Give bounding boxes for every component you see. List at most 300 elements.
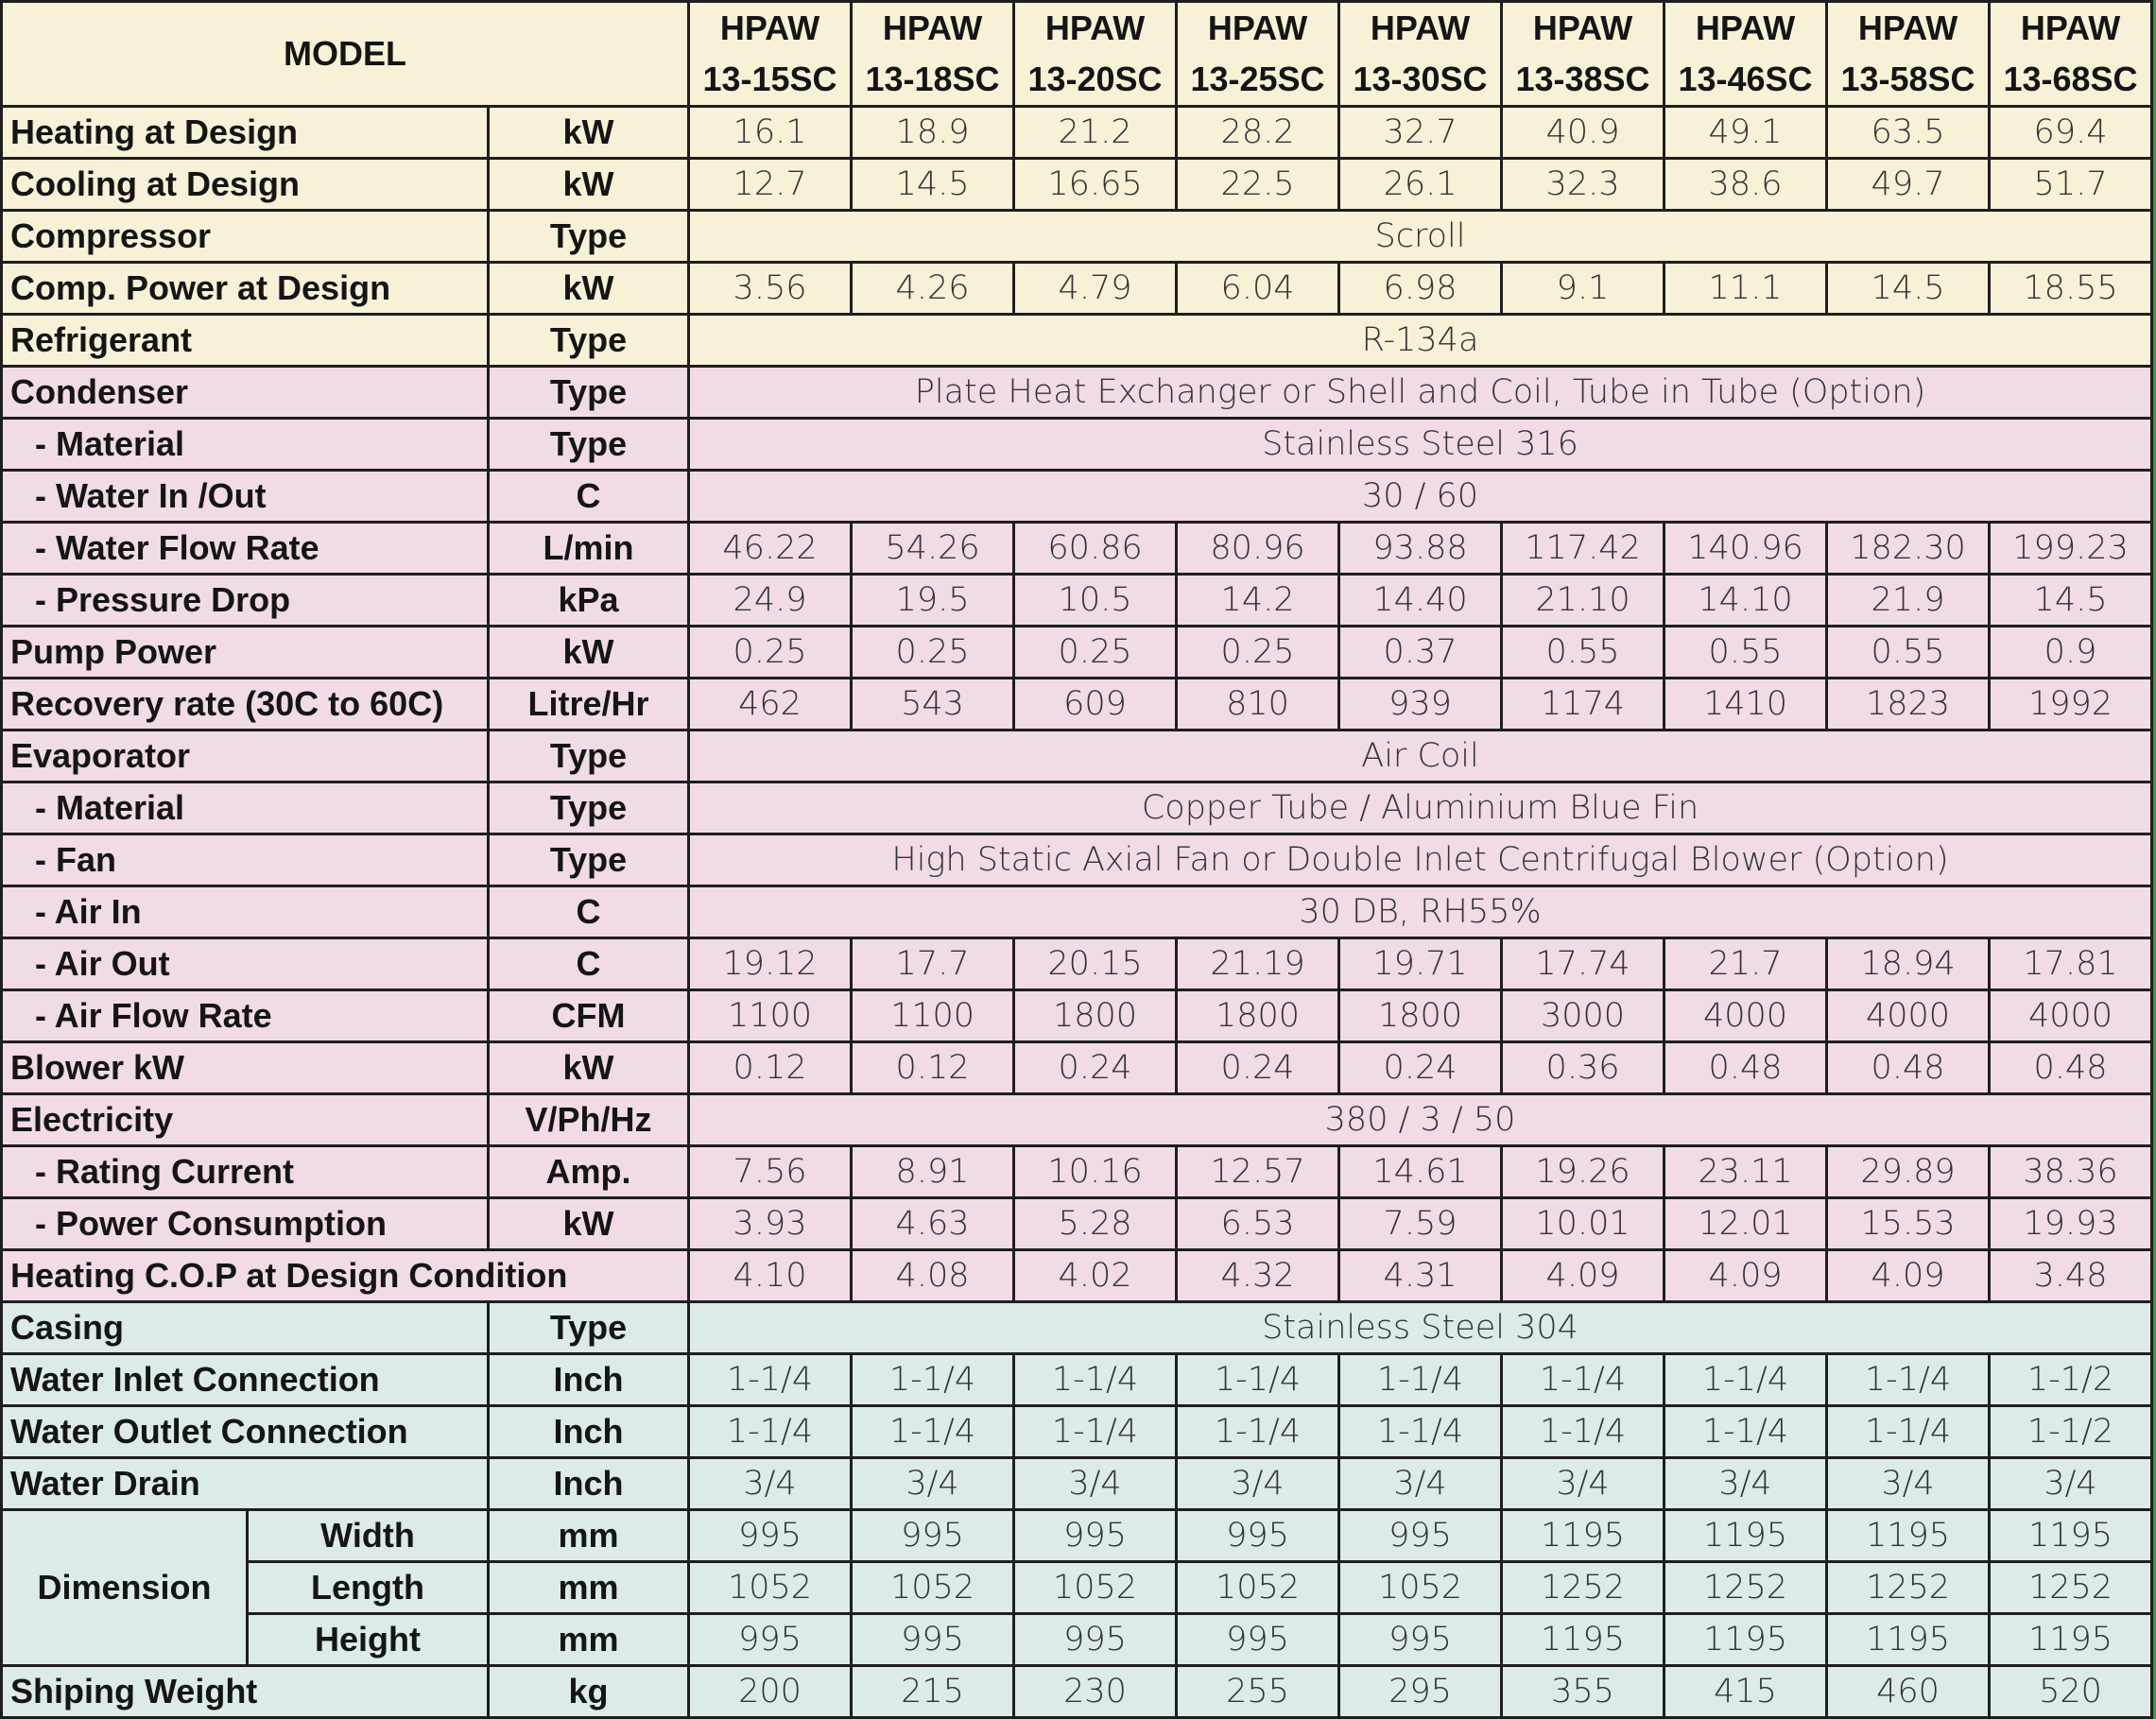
value-cell: 0.12	[689, 1042, 852, 1094]
value-cell: 1-1/4	[1339, 1406, 1502, 1458]
value-cell: 1-1/4	[852, 1406, 1014, 1458]
row-label: Refrigerant	[2, 315, 489, 367]
value-cell: 1-1/4	[689, 1406, 852, 1458]
value-cell: 1252	[1990, 1562, 2152, 1614]
value-cell: 1992	[1990, 679, 2152, 731]
row-unit: kW	[489, 1042, 689, 1094]
spec-row	[2, 1406, 2152, 1458]
row-unit: Amp.	[489, 1146, 689, 1198]
spec-row	[2, 1146, 2152, 1198]
value-cell: 3.56	[689, 263, 852, 315]
value-cell: 1052	[852, 1562, 1014, 1614]
value-cell: 32.3	[1502, 159, 1664, 211]
model-prefix: HPAW	[2020, 9, 2121, 47]
row-label: - Pressure Drop	[2, 575, 489, 627]
spec-row	[2, 1458, 2152, 1510]
value-cell: 3/4	[852, 1458, 1014, 1510]
value-cell: 16.1	[689, 107, 852, 159]
value-cell: 4.09	[1827, 1250, 1990, 1302]
value-cell: 32.7	[1339, 107, 1502, 159]
value-cell: 3/4	[1502, 1458, 1664, 1510]
model-header	[1339, 2, 1502, 107]
row-unit: C	[489, 471, 689, 523]
row-label: Water Outlet Connection	[2, 1406, 489, 1458]
value-cell: 1-1/4	[689, 1354, 852, 1406]
value-cell: 1-1/4	[1177, 1406, 1339, 1458]
value-cell: 17.81	[1990, 938, 2152, 990]
spec-row	[2, 679, 2152, 731]
value-cell: 1410	[1664, 679, 1827, 731]
spec-row	[2, 1198, 2152, 1250]
value-cell: 3/4	[1990, 1458, 2152, 1510]
value-cell: 1-1/4	[1502, 1406, 1664, 1458]
value-cell: 23.11	[1664, 1146, 1827, 1198]
spec-row	[2, 419, 2152, 471]
value-cell: 93.88	[1339, 523, 1502, 575]
row-unit: Type	[489, 211, 689, 263]
row-label: - Air Out	[2, 938, 489, 990]
spanned-value: Air Coil	[689, 731, 2152, 782]
spec-row	[2, 1302, 2152, 1354]
value-cell: 939	[1339, 679, 1502, 731]
row-label: Shiping Weight	[2, 1666, 489, 1718]
row-label: - Fan	[2, 834, 489, 886]
row-unit: mm	[489, 1562, 689, 1614]
model-code: 13-30SC	[1353, 60, 1488, 98]
row-unit: kW	[489, 263, 689, 315]
value-cell: 28.2	[1177, 107, 1339, 159]
value-cell: 6.53	[1177, 1198, 1339, 1250]
row-label: - Material	[2, 782, 489, 834]
value-cell: 17.7	[852, 938, 1014, 990]
value-cell: 1252	[1827, 1562, 1990, 1614]
row-label: - Water In /Out	[2, 471, 489, 523]
value-cell: 4.32	[1177, 1250, 1339, 1302]
spec-row	[2, 1042, 2152, 1094]
value-cell: 17.74	[1502, 938, 1664, 990]
spec-row	[2, 990, 2152, 1042]
row-label: - Air Flow Rate	[2, 990, 489, 1042]
value-cell: 19.5	[852, 575, 1014, 627]
value-cell: 230	[1014, 1666, 1177, 1718]
dimension-sub-label: Length	[248, 1562, 489, 1614]
model-prefix: HPAW	[1370, 9, 1471, 47]
value-cell: 0.48	[1664, 1042, 1827, 1094]
value-cell: 199.23	[1990, 523, 2152, 575]
spec-row	[2, 938, 2152, 990]
value-cell: 4.08	[852, 1250, 1014, 1302]
model-prefix: HPAW	[1044, 9, 1146, 47]
value-cell: 19.12	[689, 938, 852, 990]
value-cell: 0.25	[1014, 627, 1177, 679]
row-label: Casing	[2, 1302, 489, 1354]
row-label: Blower kW	[2, 1042, 489, 1094]
dimension-row	[2, 1562, 2152, 1614]
value-cell: 10.16	[1014, 1146, 1177, 1198]
value-cell: 3/4	[1177, 1458, 1339, 1510]
value-cell: 19.26	[1502, 1146, 1664, 1198]
value-cell: 0.48	[1827, 1042, 1990, 1094]
value-cell: 38.6	[1664, 159, 1827, 211]
row-label: - Rating Current	[2, 1146, 489, 1198]
row-label: - Power Consumption	[2, 1198, 489, 1250]
spec-row	[2, 367, 2152, 419]
model-label: MODEL	[2, 2, 689, 107]
value-cell: 10.01	[1502, 1198, 1664, 1250]
model-header	[689, 2, 852, 107]
row-unit: Type	[489, 1302, 689, 1354]
spec-row	[2, 1094, 2152, 1146]
row-label: Condenser	[2, 367, 489, 419]
value-cell: 1100	[689, 990, 852, 1042]
value-cell: 1195	[1990, 1510, 2152, 1562]
row-label: - Material	[2, 419, 489, 471]
model-code: 13-18SC	[865, 60, 1000, 98]
row-label: Heating at Design	[2, 107, 489, 159]
value-cell: 20.15	[1014, 938, 1177, 990]
value-cell: 1-1/4	[1339, 1354, 1502, 1406]
value-cell: 995	[1014, 1614, 1177, 1666]
dimension-sub-label: Height	[248, 1614, 489, 1666]
model-prefix: HPAW	[1695, 9, 1796, 47]
value-cell: 1-1/4	[1014, 1354, 1177, 1406]
spec-row	[2, 886, 2152, 938]
value-cell: 3/4	[1339, 1458, 1502, 1510]
value-cell: 49.1	[1664, 107, 1827, 159]
value-cell: 1-1/2	[1990, 1354, 2152, 1406]
value-cell: 995	[852, 1614, 1014, 1666]
value-cell: 14.10	[1664, 575, 1827, 627]
value-cell: 3/4	[689, 1458, 852, 1510]
model-code: 13-68SC	[2003, 60, 2138, 98]
value-cell: 11.1	[1664, 263, 1827, 315]
model-code: 13-38SC	[1515, 60, 1650, 98]
value-cell: 995	[689, 1614, 852, 1666]
value-cell: 0.9	[1990, 627, 2152, 679]
value-cell: 255	[1177, 1666, 1339, 1718]
value-cell: 15.53	[1827, 1198, 1990, 1250]
value-cell: 0.24	[1014, 1042, 1177, 1094]
value-cell: 520	[1990, 1666, 2152, 1718]
header-row	[2, 2, 2152, 107]
row-label: Recovery rate (30C to 60C)	[2, 679, 489, 731]
value-cell: 995	[689, 1510, 852, 1562]
value-cell: 0.55	[1827, 627, 1990, 679]
value-cell: 4.02	[1014, 1250, 1177, 1302]
value-cell: 8.91	[852, 1146, 1014, 1198]
row-unit: Litre/Hr	[489, 679, 689, 731]
spec-row	[2, 1250, 2152, 1302]
value-cell: 4.63	[852, 1198, 1014, 1250]
value-cell: 14.5	[852, 159, 1014, 211]
value-cell: 63.5	[1827, 107, 1990, 159]
dimension-row	[2, 1510, 2152, 1562]
value-cell: 0.25	[1177, 627, 1339, 679]
value-cell: 1-1/4	[1827, 1406, 1990, 1458]
value-cell: 1052	[1177, 1562, 1339, 1614]
row-unit: kW	[489, 627, 689, 679]
value-cell: 1-1/4	[1664, 1354, 1827, 1406]
row-label: Heating C.O.P at Design Condition	[2, 1250, 689, 1302]
value-cell: 182.30	[1827, 523, 1990, 575]
model-header	[1827, 2, 1990, 107]
value-cell: 810	[1177, 679, 1339, 731]
value-cell: 0.24	[1339, 1042, 1502, 1094]
model-code: 13-25SC	[1190, 60, 1325, 98]
value-cell: 0.55	[1502, 627, 1664, 679]
value-cell: 3/4	[1664, 1458, 1827, 1510]
model-prefix: HPAW	[1532, 9, 1633, 47]
row-label: Pump Power	[2, 627, 489, 679]
row-unit: kW	[489, 1198, 689, 1250]
value-cell: 4.10	[689, 1250, 852, 1302]
value-cell: 51.7	[1990, 159, 2152, 211]
model-prefix: HPAW	[882, 9, 983, 47]
spec-row	[2, 782, 2152, 834]
value-cell: 0.48	[1990, 1042, 2152, 1094]
row-unit: kW	[489, 107, 689, 159]
value-cell: 3.93	[689, 1198, 852, 1250]
spanned-value: Stainless Steel 304	[689, 1302, 2152, 1354]
value-cell: 4.09	[1664, 1250, 1827, 1302]
model-header	[1664, 2, 1827, 107]
value-cell: 1052	[1014, 1562, 1177, 1614]
model-prefix: HPAW	[719, 9, 820, 47]
value-cell: 1252	[1664, 1562, 1827, 1614]
value-cell: 1-1/4	[1502, 1354, 1664, 1406]
value-cell: 18.55	[1990, 263, 2152, 315]
value-cell: 3000	[1502, 990, 1664, 1042]
value-cell: 24.9	[689, 575, 852, 627]
value-cell: 1-1/4	[1664, 1406, 1827, 1458]
value-cell: 4.09	[1502, 1250, 1664, 1302]
spec-row	[2, 575, 2152, 627]
value-cell: 1-1/4	[1177, 1354, 1339, 1406]
row-label: Comp. Power at Design	[2, 263, 489, 315]
value-cell: 21.9	[1827, 575, 1990, 627]
value-cell: 49.7	[1827, 159, 1990, 211]
row-unit: Type	[489, 419, 689, 471]
value-cell: 0.55	[1664, 627, 1827, 679]
value-cell: 0.12	[852, 1042, 1014, 1094]
spanned-value: High Static Axial Fan or Double Inlet Centrifugal Blower (Option)	[689, 834, 2152, 886]
value-cell: 60.86	[1014, 523, 1177, 575]
value-cell: 54.26	[852, 523, 1014, 575]
spanned-value: Scroll	[689, 211, 2152, 263]
row-label: - Air In	[2, 886, 489, 938]
row-unit: CFM	[489, 990, 689, 1042]
value-cell: 14.40	[1339, 575, 1502, 627]
row-unit: C	[489, 938, 689, 990]
value-cell: 415	[1664, 1666, 1827, 1718]
spec-row	[2, 731, 2152, 782]
value-cell: 4.79	[1014, 263, 1177, 315]
value-cell: 995	[1014, 1510, 1177, 1562]
value-cell: 609	[1014, 679, 1177, 731]
value-cell: 295	[1339, 1666, 1502, 1718]
value-cell: 12.57	[1177, 1146, 1339, 1198]
value-cell: 1195	[1827, 1510, 1990, 1562]
row-unit: kg	[489, 1666, 689, 1718]
row-unit: Inch	[489, 1354, 689, 1406]
spec-row	[2, 627, 2152, 679]
value-cell: 22.5	[1177, 159, 1339, 211]
value-cell: 215	[852, 1666, 1014, 1718]
value-cell: 1052	[689, 1562, 852, 1614]
value-cell: 38.36	[1990, 1146, 2152, 1198]
model-code: 13-20SC	[1027, 60, 1163, 98]
row-unit: Type	[489, 731, 689, 782]
value-cell: 1-1/4	[1827, 1354, 1990, 1406]
value-cell: 1800	[1339, 990, 1502, 1042]
dimension-sub-label: Width	[248, 1510, 489, 1562]
row-unit: Type	[489, 367, 689, 419]
value-cell: 46.22	[689, 523, 852, 575]
value-cell: 14.5	[1990, 575, 2152, 627]
value-cell: 7.56	[689, 1146, 852, 1198]
value-cell: 995	[1177, 1510, 1339, 1562]
value-cell: 1800	[1177, 990, 1339, 1042]
spanned-value: 380 / 3 / 50	[689, 1094, 2152, 1146]
value-cell: 19.71	[1339, 938, 1502, 990]
value-cell: 4000	[1827, 990, 1990, 1042]
value-cell: 69.4	[1990, 107, 2152, 159]
row-unit: Type	[489, 782, 689, 834]
row-unit: Type	[489, 315, 689, 367]
weight-row	[2, 1666, 2152, 1718]
row-unit: L/min	[489, 523, 689, 575]
value-cell: 1195	[1664, 1510, 1827, 1562]
value-cell: 14.61	[1339, 1146, 1502, 1198]
spanned-value: Copper Tube / Aluminium Blue Fin	[689, 782, 2152, 834]
row-unit: Inch	[489, 1406, 689, 1458]
value-cell: 80.96	[1177, 523, 1339, 575]
value-cell: 26.1	[1339, 159, 1502, 211]
model-prefix: HPAW	[1857, 9, 1958, 47]
value-cell: 0.25	[852, 627, 1014, 679]
value-cell: 7.59	[1339, 1198, 1502, 1250]
spec-row	[2, 834, 2152, 886]
value-cell: 6.98	[1339, 263, 1502, 315]
value-cell: 1800	[1014, 990, 1177, 1042]
value-cell: 1-1/4	[852, 1354, 1014, 1406]
spec-row	[2, 1354, 2152, 1406]
value-cell: 0.36	[1502, 1042, 1664, 1094]
spec-row	[2, 315, 2152, 367]
value-cell: 1052	[1339, 1562, 1502, 1614]
spanned-value: R-134a	[689, 315, 2152, 367]
value-cell: 21.2	[1014, 107, 1177, 159]
value-cell: 40.9	[1502, 107, 1664, 159]
value-cell: 462	[689, 679, 852, 731]
model-header	[1990, 2, 2152, 107]
value-cell: 995	[1339, 1614, 1502, 1666]
model-header	[1014, 2, 1177, 107]
model-code: 13-58SC	[1840, 60, 1975, 98]
value-cell: 1823	[1827, 679, 1990, 731]
value-cell: 16.65	[1014, 159, 1177, 211]
value-cell: 18.9	[852, 107, 1014, 159]
dimension-label: Dimension	[2, 1510, 248, 1666]
value-cell: 117.42	[1502, 523, 1664, 575]
model-code: 13-15SC	[702, 60, 837, 98]
value-cell: 1195	[1827, 1614, 1990, 1666]
row-unit: Inch	[489, 1458, 689, 1510]
spanned-value: 30 DB, RH55%	[689, 886, 2152, 938]
value-cell: 3/4	[1014, 1458, 1177, 1510]
value-cell: 21.10	[1502, 575, 1664, 627]
value-cell: 9.1	[1502, 263, 1664, 315]
value-cell: 14.2	[1177, 575, 1339, 627]
value-cell: 995	[1177, 1614, 1339, 1666]
row-label: Compressor	[2, 211, 489, 263]
spanned-value: 30 / 60	[689, 471, 2152, 523]
value-cell: 140.96	[1664, 523, 1827, 575]
row-unit: V/Ph/Hz	[489, 1094, 689, 1146]
spec-row	[2, 471, 2152, 523]
value-cell: 1195	[1502, 1614, 1664, 1666]
row-label: Water Inlet Connection	[2, 1354, 489, 1406]
value-cell: 4000	[1990, 990, 2152, 1042]
value-cell: 460	[1827, 1666, 1990, 1718]
spec-row	[2, 107, 2152, 159]
spec-row	[2, 211, 2152, 263]
value-cell: 0.25	[689, 627, 852, 679]
model-prefix: HPAW	[1207, 9, 1308, 47]
value-cell: 1-1/4	[1014, 1406, 1177, 1458]
row-unit: kW	[489, 159, 689, 211]
value-cell: 14.5	[1827, 263, 1990, 315]
value-cell: 543	[852, 679, 1014, 731]
value-cell: 6.04	[1177, 263, 1339, 315]
model-header	[1177, 2, 1339, 107]
value-cell: 0.37	[1339, 627, 1502, 679]
spanned-value: Stainless Steel 316	[689, 419, 2152, 471]
value-cell: 19.93	[1990, 1198, 2152, 1250]
value-cell: 21.7	[1664, 938, 1827, 990]
dimension-row	[2, 1614, 2152, 1666]
value-cell: 10.5	[1014, 575, 1177, 627]
value-cell: 18.94	[1827, 938, 1990, 990]
value-cell: 995	[1339, 1510, 1502, 1562]
value-cell: 200	[689, 1666, 852, 1718]
model-code: 13-46SC	[1678, 60, 1813, 98]
value-cell: 1195	[1990, 1614, 2152, 1666]
value-cell: 3/4	[1827, 1458, 1990, 1510]
value-cell: 1174	[1502, 679, 1664, 731]
value-cell: 5.28	[1014, 1198, 1177, 1250]
value-cell: 1-1/2	[1990, 1406, 2152, 1458]
value-cell: 4.26	[852, 263, 1014, 315]
row-unit: mm	[489, 1510, 689, 1562]
row-unit: mm	[489, 1614, 689, 1666]
value-cell: 4000	[1664, 990, 1827, 1042]
row-unit: kPa	[489, 575, 689, 627]
value-cell: 1195	[1664, 1614, 1827, 1666]
value-cell: 355	[1502, 1666, 1664, 1718]
value-cell: 12.7	[689, 159, 852, 211]
value-cell: 29.89	[1827, 1146, 1990, 1198]
model-header	[852, 2, 1014, 107]
row-label: Cooling at Design	[2, 159, 489, 211]
row-unit: Type	[489, 834, 689, 886]
spec-row	[2, 523, 2152, 575]
row-label: Water Drain	[2, 1458, 489, 1510]
row-label: Electricity	[2, 1094, 489, 1146]
spanned-value: Plate Heat Exchanger or Shell and Coil, Tube in Tube (Option)	[689, 367, 2152, 419]
spec-row	[2, 263, 2152, 315]
spec-row	[2, 159, 2152, 211]
